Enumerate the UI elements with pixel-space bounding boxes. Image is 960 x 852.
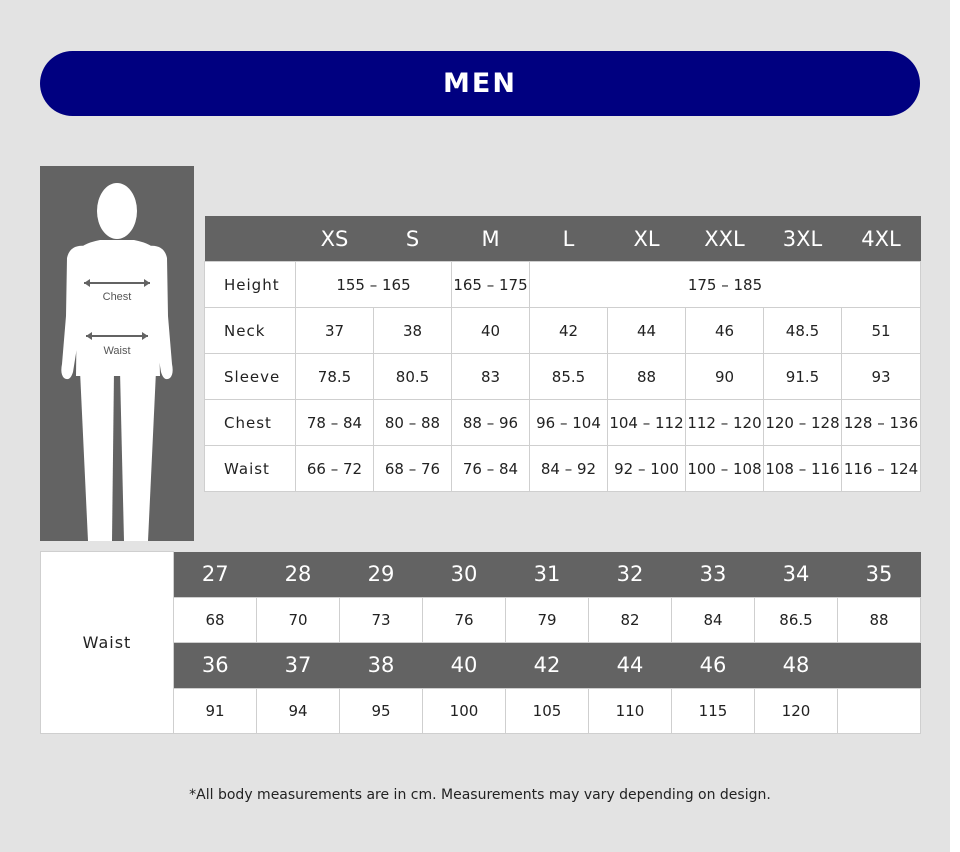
- row-label: Chest: [205, 400, 296, 446]
- size-header-cell: M: [452, 216, 530, 262]
- waist-value-cell: 68: [174, 597, 257, 642]
- waist-value-cell: 94: [257, 688, 340, 733]
- table-cell: 85.5: [530, 354, 608, 400]
- row-label: Neck: [205, 308, 296, 354]
- table-cell: 108 – 116: [764, 446, 842, 492]
- waist-value-cell: 82: [589, 597, 672, 642]
- waist-size-cell: 33: [672, 552, 755, 598]
- table-cell: 78.5: [296, 354, 374, 400]
- waist-size-cell: 31: [506, 552, 589, 598]
- table-cell: 91.5: [764, 354, 842, 400]
- table-cell: 112 – 120: [686, 400, 764, 446]
- table-cell: 44: [608, 308, 686, 354]
- row-label: Waist: [205, 446, 296, 492]
- body-silhouette-icon: [40, 166, 194, 541]
- sleeve-row: [205, 354, 921, 400]
- waist-size-cell: 34: [755, 552, 838, 598]
- table-cell: 76 – 84: [452, 446, 530, 492]
- waist-size-cell: 48: [755, 642, 838, 688]
- table-cell: 84 – 92: [530, 446, 608, 492]
- waist-size-cell: 42: [506, 642, 589, 688]
- waist-value-cell-empty: [838, 688, 921, 733]
- size-header-cell: 3XL: [764, 216, 842, 262]
- table-cell: 165 – 175: [452, 262, 530, 308]
- table-cell: 128 – 136: [842, 400, 921, 446]
- table-cell: 100 – 108: [686, 446, 764, 492]
- table-cell: 51: [842, 308, 921, 354]
- table-cell: 40: [452, 308, 530, 354]
- row-label: Sleeve: [205, 354, 296, 400]
- table-cell: 80.5: [374, 354, 452, 400]
- waist-size-cell: 30: [423, 552, 506, 598]
- waist-size-header-row: [41, 552, 921, 598]
- table-cell: 48.5: [764, 308, 842, 354]
- chest-row: [205, 400, 921, 446]
- table-cell: 155 – 165: [296, 262, 452, 308]
- size-header-cell: 4XL: [842, 216, 921, 262]
- page-title-banner: [40, 51, 920, 116]
- table-cell: 120 – 128: [764, 400, 842, 446]
- waist-value-cell: 84: [672, 597, 755, 642]
- page-title: MEN: [443, 68, 517, 99]
- waist-value-cell: 100: [423, 688, 506, 733]
- table-cell: 116 – 124: [842, 446, 921, 492]
- size-header-blank: [205, 216, 296, 262]
- table-cell: 96 – 104: [530, 400, 608, 446]
- table-cell: 68 – 76: [374, 446, 452, 492]
- waist-value-cell: 91: [174, 688, 257, 733]
- waist-value-cell: 88: [838, 597, 921, 642]
- table-cell: 80 – 88: [374, 400, 452, 446]
- waist-value-cell: 120: [755, 688, 838, 733]
- waist-row: [205, 446, 921, 492]
- table-cell: 92 – 100: [608, 446, 686, 492]
- table-cell: 88 – 96: [452, 400, 530, 446]
- head-shape: [97, 183, 137, 239]
- waist-value-cell: 76: [423, 597, 506, 642]
- table-cell: 46: [686, 308, 764, 354]
- waist-value-cell: 115: [672, 688, 755, 733]
- height-row: [205, 262, 921, 308]
- waist-size-cell: 29: [340, 552, 423, 598]
- neck-row: [205, 308, 921, 354]
- waist-value-cell: 105: [506, 688, 589, 733]
- size-header-cell: XXL: [686, 216, 764, 262]
- waist-value-cell: 86.5: [755, 597, 838, 642]
- chest-figure-label: Chest: [102, 291, 132, 303]
- size-header-cell: L: [530, 216, 608, 262]
- table-cell: 37: [296, 308, 374, 354]
- waist-size-cell: 28: [257, 552, 340, 598]
- body-figure-panel: [40, 166, 194, 541]
- table-cell: 88: [608, 354, 686, 400]
- waist-size-cell: 44: [589, 642, 672, 688]
- table-cell: 90: [686, 354, 764, 400]
- table-cell: 83: [452, 354, 530, 400]
- waist-size-cell: 27: [174, 552, 257, 598]
- table-cell: 93: [842, 354, 921, 400]
- left-leg-shape: [80, 371, 114, 541]
- waist-value-cell: 79: [506, 597, 589, 642]
- size-chart-table: [204, 216, 921, 492]
- waist-value-cell: 95: [340, 688, 423, 733]
- waist-size-cell-empty: [838, 642, 921, 688]
- table-cell: 38: [374, 308, 452, 354]
- table-cell: 78 – 84: [296, 400, 374, 446]
- waist-size-cell: 36: [174, 642, 257, 688]
- waist-size-cell: 37: [257, 642, 340, 688]
- right-leg-shape: [120, 371, 156, 541]
- table-cell: 175 – 185: [530, 262, 921, 308]
- waist-size-cell: 35: [838, 552, 921, 598]
- row-label: Height: [205, 262, 296, 308]
- size-header-cell: S: [374, 216, 452, 262]
- size-header-row: [205, 216, 921, 262]
- size-header-cell: XL: [608, 216, 686, 262]
- table-cell: 42: [530, 308, 608, 354]
- table-cell: 104 – 112: [608, 400, 686, 446]
- waist-size-cell: 46: [672, 642, 755, 688]
- waist-figure-label: Waist: [103, 345, 131, 357]
- waist-value-cell: 70: [257, 597, 340, 642]
- waist-size-table: [40, 551, 921, 734]
- waist-size-cell: 40: [423, 642, 506, 688]
- waist-size-cell: 38: [340, 642, 423, 688]
- waist-size-cell: 32: [589, 552, 672, 598]
- waist-value-cell: 73: [340, 597, 423, 642]
- size-header-cell: XS: [296, 216, 374, 262]
- waist-value-cell: 110: [589, 688, 672, 733]
- measurement-footnote: *All body measurements are in cm. Measurements may vary depending on design.: [189, 787, 771, 803]
- waist-table-label: Waist: [41, 552, 174, 734]
- table-cell: 66 – 72: [296, 446, 374, 492]
